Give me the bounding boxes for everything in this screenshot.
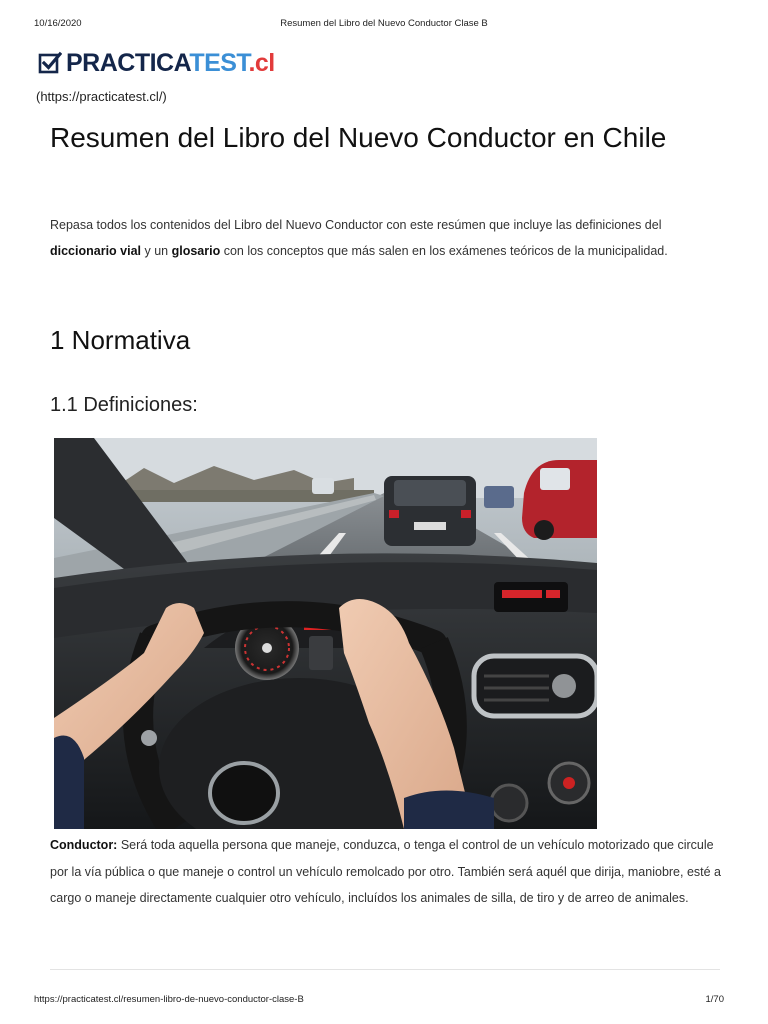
intro-paragraph <box>50 212 722 264</box>
print-header <box>34 18 734 32</box>
page-number: 1/70 <box>705 994 724 1005</box>
section-heading: 1 Normativa <box>50 325 191 355</box>
subsection-heading: 1.1 Definiciones: <box>50 394 198 416</box>
site-url-link[interactable]: (https://practicatest.cl/) <box>36 89 167 104</box>
intro-bold-diccionario: diccionario vial <box>50 244 142 258</box>
definition-term: Conductor: <box>50 838 118 852</box>
site-logo[interactable] <box>38 46 275 80</box>
checkbox-check-icon <box>38 51 62 75</box>
logo-wordmark <box>66 48 275 77</box>
intro-text-3: con los conceptos que más salen en los exámenes teóricos de la municipalidad. <box>220 244 668 258</box>
print-date: 10/16/2020 <box>34 18 82 29</box>
logo-part-test: TEST <box>189 48 249 77</box>
definition-text: Será toda aquella persona que maneje, conduzca, o tenga el control de un vehículo motorizado que circule por la vía pública o que maneje o control un vehículo remolcado por otro. También será aquél que dirija, maniobre, esté a cargo o maneje directamente cualquier otro vehículo, incluídos los animales de silla, de tiro y de arreo de animales. <box>50 838 722 905</box>
intro-text-2: y un <box>141 244 172 258</box>
print-document-title: Resumen del Libro del Nuevo Conductor Clase B <box>280 18 488 29</box>
intro-bold-glosario: glosario <box>171 244 221 258</box>
intro-text-1: Repasa todos los contenidos del Libro del Nuevo Conductor con este resúmen que incluye las definiciones del <box>50 218 662 232</box>
logo-part-domain: .cl <box>248 48 275 77</box>
page-title: Resumen del Libro del Nuevo Conductor en Chile <box>50 122 667 153</box>
definition-conductor <box>50 832 722 912</box>
print-footer-url: https://practicatest.cl/resumen-libro-de-nuevo-conductor-clase-B <box>34 994 304 1005</box>
driver-steering-wheel-photo <box>54 438 597 829</box>
logo-part-practica: PRACTICA <box>66 48 190 77</box>
horizontal-divider <box>50 969 720 970</box>
